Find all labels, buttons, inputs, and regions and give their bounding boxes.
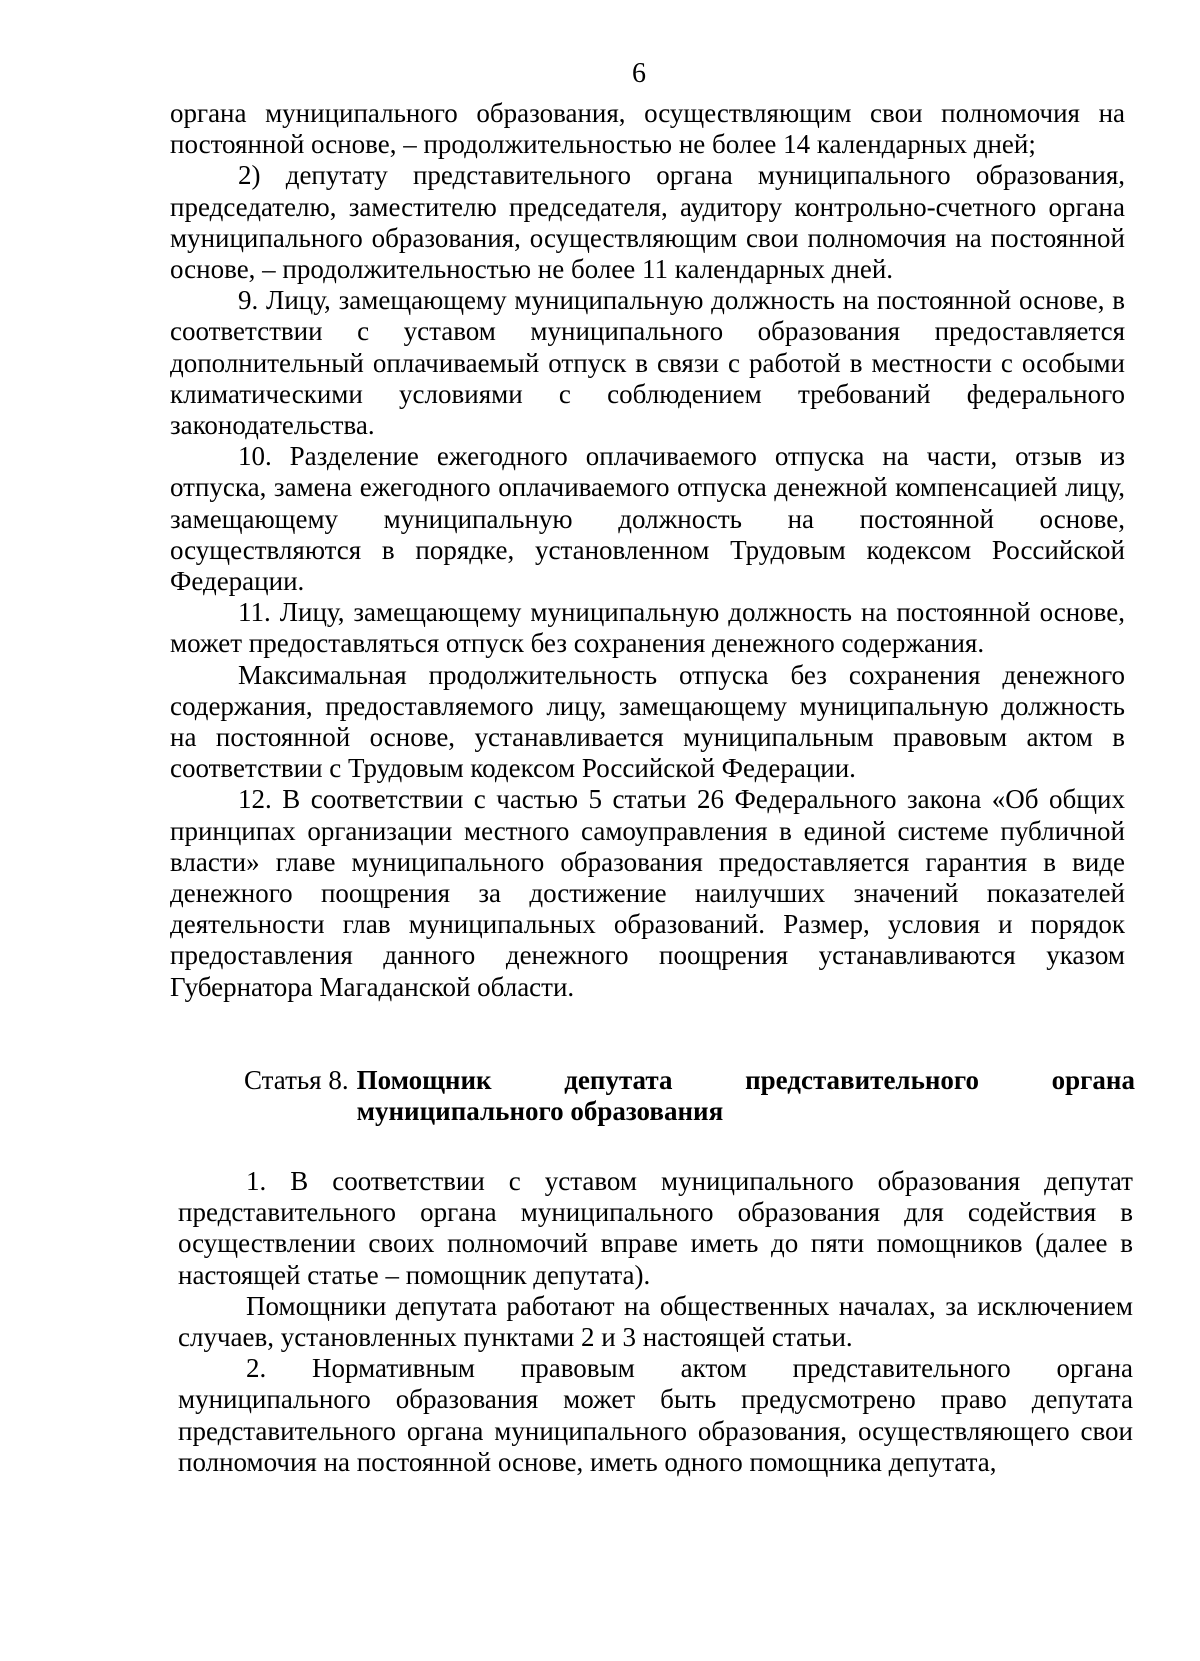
article-label: Статья 8.: [244, 1065, 349, 1095]
paragraph-assistants-basis: Помощники депутата работают на общественных началах, за исключением случаев, установленных пунктами 2 и 3 настоящей статьи.: [178, 1290, 1133, 1353]
article-title-word: представительного: [745, 1065, 979, 1095]
paragraph-art8-clause-2: 2. Нормативным правовым актом представительного органа муниципального образования может быть предусмотрено право депутата представительного органа муниципального образования, осуществляющего свои полномочия на постоянной основе, иметь одного помощника депутата,: [178, 1353, 1133, 1477]
article-title-word: Помощник: [356, 1065, 492, 1095]
page-number: 6: [632, 58, 646, 89]
paragraph-clause-10: 10. Разделение ежегодного оплачиваемого отпуска на части, отзыв из отпуска, замена ежегодного оплачиваемого отпуска денежной компенсацией лицу, замещающему муниципальную должность на постоянной основе, осуществляются в порядке, установленном Трудовым кодексом Российской Федерации.: [170, 441, 1125, 597]
top-text-block: [170, 98, 1125, 1003]
article-heading: [244, 1065, 1135, 1127]
paragraph-art8-clause-1: 1. В соответствии с уставом муниципального образования депутат представительного органа муниципального образования для содействия в осуществлении своих полномочий вправе иметь до пяти помощников (далее в настоящей статье – помощник депутата).: [178, 1166, 1133, 1290]
paragraph-clause-11: 11. Лицу, замещающему муниципальную должность на постоянной основе, может предоставляться отпуск без сохранения денежного содержания.: [170, 597, 1125, 659]
article-title-line-1: [357, 1065, 1135, 1096]
paragraph-clause-9: 9. Лицу, замещающему муниципальную должность на постоянной основе, в соответствии с уставом муниципального образования предоставляется дополнительный оплачиваемый отпуск в связи с работой в местности с особыми климатическими условиями с соблюдением требований федерального законодательства.: [170, 285, 1125, 441]
paragraph-item-2: 2) депутату представительного органа муниципального образования, председателю, заместителю председателя, аудитору контрольно-счетного органа муниципального образования, осуществляющим свои полномочия на постоянной основе, – продолжительностью не более 11 календарных дней.: [170, 160, 1125, 285]
article-title-line-2: муниципального образования: [356, 1096, 724, 1127]
paragraph-max-duration: Максимальная продолжительность отпуска без сохранения денежного содержания, предоставляемого лицу, замещающему муниципальную должность на постоянной основе, устанавливается муниципальным правовым актом в соответствии с Трудовым кодексом Российской Федерации.: [170, 659, 1125, 784]
paragraph-continuation: органа муниципального образования, осуществляющим свои полномочия на постоянной основе, – продолжительностью не более 14 календарных дней;: [170, 98, 1125, 160]
article-title-word: органа: [1051, 1065, 1135, 1095]
paragraph-clause-12: 12. В соответствии с частью 5 статьи 26 Федерального закона «Об общих принципах организации местного самоуправления в единой системе публичной власти» главе муниципального образования предоставляется гарантия в виде денежного поощрения за достижение наилучших значений показателей деятельности глав муниципальных образований. Размер, условия и порядок предоставления данного денежного поощрения устанавливаются указом Губернатора Магаданской области.: [170, 784, 1125, 1002]
article-title-word: депутата: [564, 1065, 673, 1095]
article-title: [357, 1065, 1135, 1127]
bottom-text-block: [178, 1166, 1133, 1478]
